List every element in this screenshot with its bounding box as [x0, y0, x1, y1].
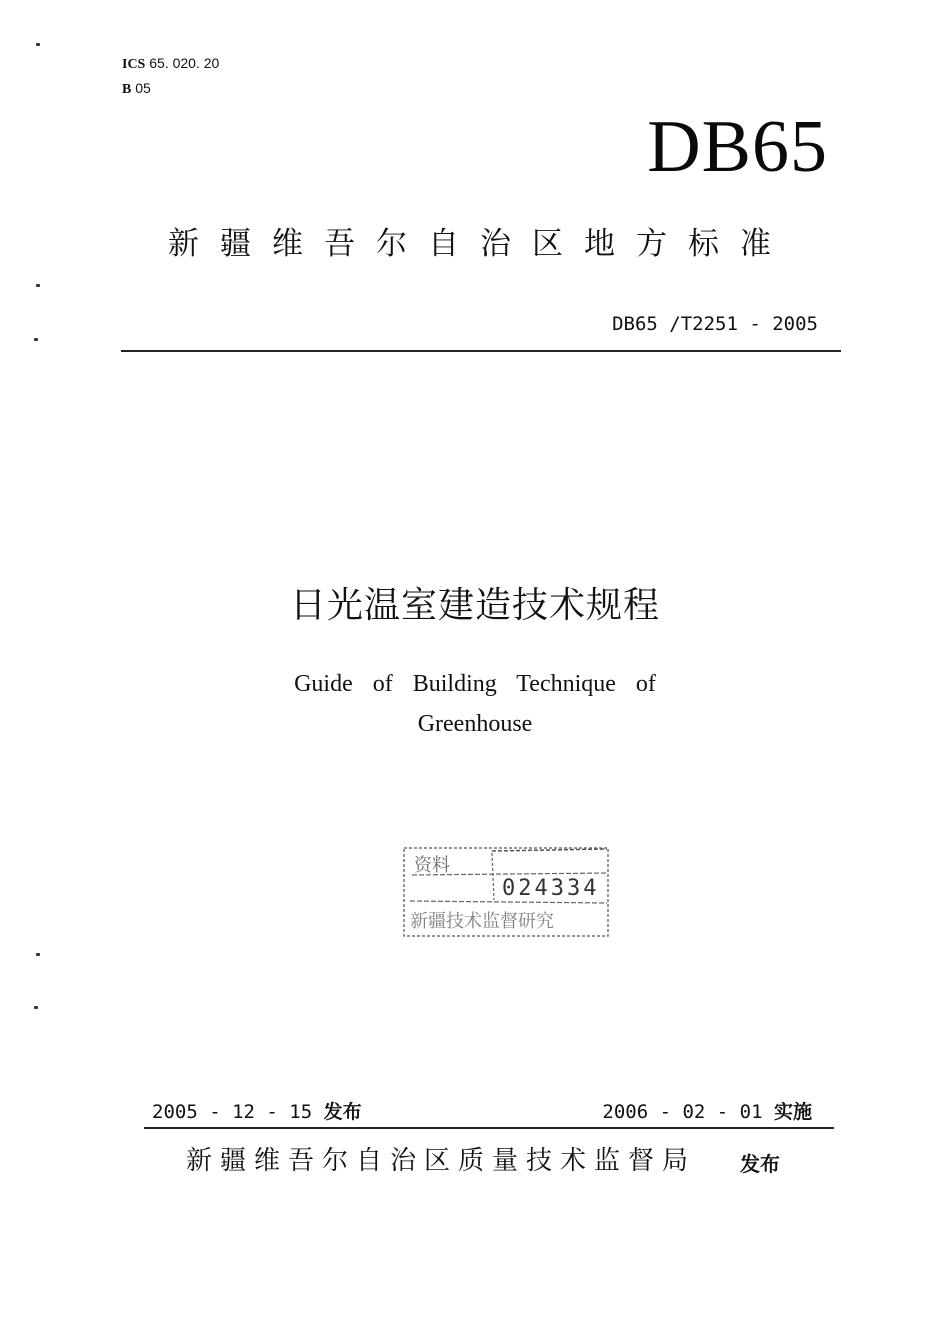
title-english: [0, 664, 950, 744]
release-date: [152, 1097, 362, 1124]
stamp-text-bottom: 新疆技术监督研究: [410, 911, 554, 932]
ics-label: ICS: [122, 57, 146, 72]
implementation-label: 实施: [773, 1101, 812, 1123]
issuer-suffix: 发布: [740, 1152, 780, 1176]
title-english-line2: Greenhouse: [417, 711, 533, 737]
ics-value: 65. 020. 20: [149, 55, 220, 71]
issuing-authority: 新疆维吾尔自治区质量技术监督局: [186, 1146, 697, 1176]
title-chinese: 日光温室建造技术规程: [289, 585, 660, 626]
ccs-label: B: [122, 82, 132, 97]
ics-code: [122, 55, 219, 73]
scan-speck: [36, 284, 40, 287]
scan-speck: [34, 338, 38, 341]
release-date-value: 2005 - 12 - 15: [152, 1101, 313, 1123]
title-english-line1: Guide of Building Technique of: [294, 671, 656, 697]
bottom-divider: [144, 1127, 834, 1129]
db65-logo: DB65: [647, 106, 828, 188]
scan-speck: [34, 1006, 38, 1009]
ccs-value: 05: [135, 80, 151, 96]
scan-speck: [36, 953, 40, 956]
release-label: 发布: [323, 1101, 362, 1123]
implementation-date: [602, 1097, 812, 1124]
top-divider: [121, 350, 841, 352]
standard-type: 新疆维吾尔自治区地方标准: [168, 226, 792, 262]
stamp-text-top: 资料: [414, 855, 450, 876]
library-stamp: [402, 845, 612, 940]
ccs-code: [122, 80, 151, 98]
scan-speck: [36, 43, 40, 46]
implementation-date-value: 2006 - 02 - 01: [602, 1101, 763, 1123]
stamp-number: 024334: [502, 876, 600, 901]
standard-number: DB65 /T2251 - 2005: [612, 313, 818, 335]
